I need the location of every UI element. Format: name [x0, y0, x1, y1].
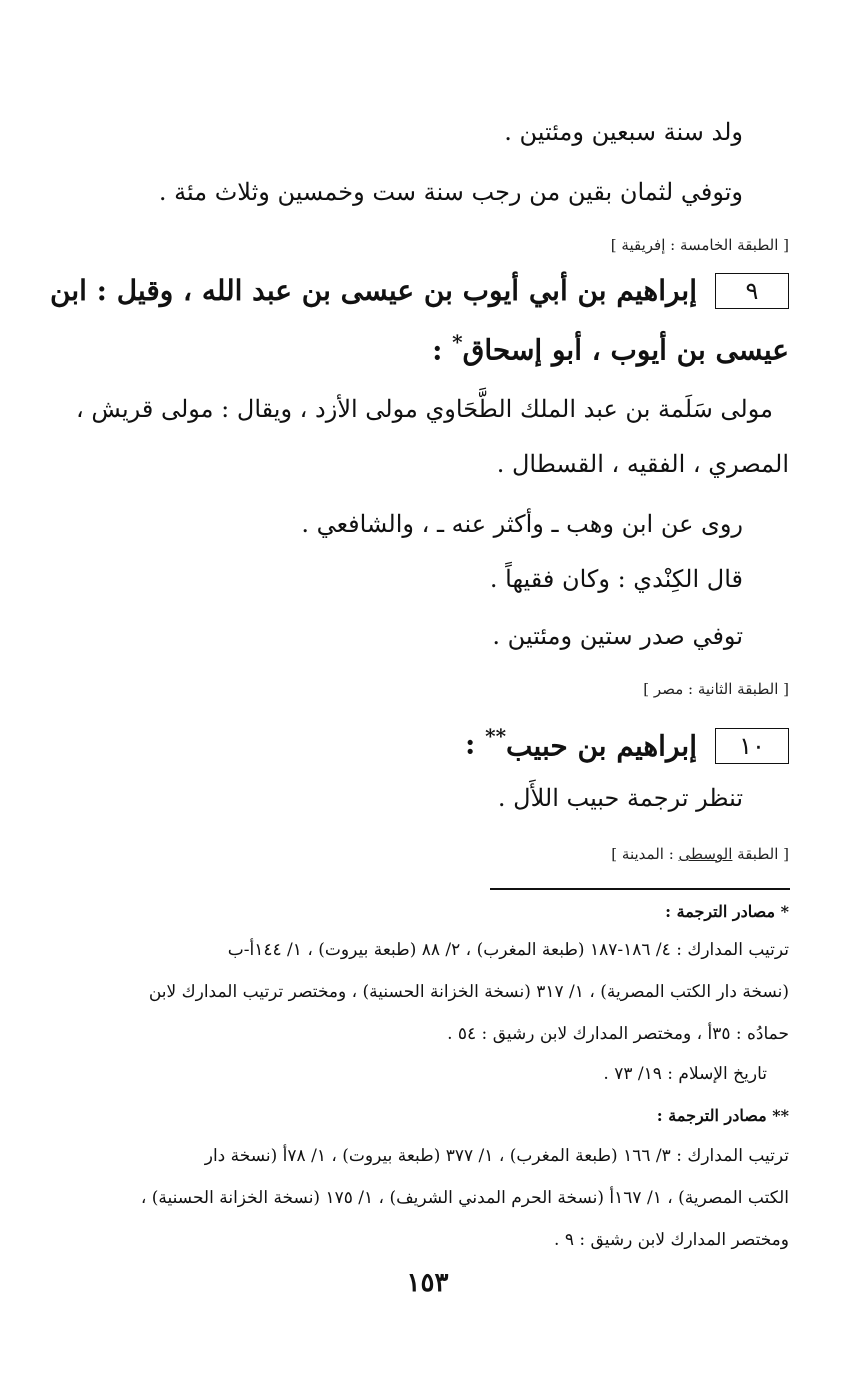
class-tag-egypt: [ الطبقة الثانية : مصر ] [643, 680, 789, 698]
footnote-2-line-2: الكتب المصرية) ، ١/ ١٦٧أ (نسخة الحرم المدني الشريف) ، ١/ ١٧٥ (نسخة الخزانة الحسنية) ، [140, 1188, 789, 1208]
footnote-1-line-3: حمادُه : ٣٥أ ، ومختصر المدارك لابن رشيق : ٥٤ . [447, 1024, 789, 1044]
footnote-1-line-2: (نسخة دار الكتب المصرية) ، ١/ ٣١٧ (نسخة الخزانة الحسنية) ، ومختصر ترتيب المدارك لابن [148, 982, 789, 1002]
entry-10-text-1: تنظر ترجمة حبيب اللأَل . [497, 784, 743, 812]
entry-9-heading-line2: عيسى بن أيوب ، أبو إسحاق [462, 333, 789, 367]
entry-9-text-2: المصري ، الفقيه ، القسطال . [496, 450, 789, 478]
body-line-death: وتوفي لثمان بقين من رجب سنة ست وخمسين وثلاث مئة . [158, 178, 743, 206]
footnote-2-title: ** مصادر الترجمة : [656, 1106, 789, 1125]
entry-9-text-4: قال الكِنْدي : وكان فقيهاً . [489, 565, 743, 593]
footnote-1-line-1: ترتيب المدارك : ٤/ ١٨٦-١٨٧ (طبعة المغرب) ، ٢/ ٨٨ (طبعة بيروت) ، ١/ ١٤٤أ-ب [227, 940, 789, 960]
footnote-marker: ** [485, 724, 507, 748]
page-number: ١٥٣ [406, 1268, 449, 1298]
entry-9-heading-line2-wrap [66, 330, 789, 366]
entry-9-text-5: توفي صدر ستين ومئتين . [492, 622, 743, 650]
entry-9-text-1: مولى سَلَمة بن عبد الملك الطَّحَاوي مولى الأزد ، ويقال : مولى قريش ، [75, 395, 773, 423]
entry-9-heading [50, 272, 789, 309]
class-tag-ifriqiya: [ الطبقة الخامسة : إفريقية ] [610, 236, 789, 254]
footnote-1-title: * مصادر الترجمة : [665, 902, 789, 921]
footnote-1-line-4: تاريخ الإسلام : ١٩/ ٧٣ . [603, 1064, 767, 1084]
footnote-2-line-1: ترتيب المدارك : ٣/ ١٦٦ (طبعة المغرب) ، ١/ ٣٧٧ (طبعة بيروت) ، ١/ ٧٨أ (نسخة دار [204, 1146, 789, 1166]
entry-10-heading-text: إبراهيم بن حبيب [506, 729, 697, 763]
tag-prefix: [ الطبقة [732, 845, 789, 863]
heading-colon: : [432, 333, 453, 367]
class-tag-madina [66, 845, 789, 863]
tag-suffix: : المدينة ] [611, 845, 679, 863]
entry-number-box: ٩ [715, 273, 789, 309]
tag-underlined: الوسطى [678, 845, 733, 863]
footnote-2-line-3: ومختصر المدارك لابن رشيق : ٩ . [554, 1230, 789, 1250]
body-line-birth: ولد سنة سبعين ومئتين . [504, 118, 743, 146]
footnote-separator [490, 888, 790, 890]
entry-9-text-3: روى عن ابن وهب ـ وأكثر عنه ـ ، والشافعي . [301, 510, 743, 538]
heading-colon: : [465, 727, 486, 761]
footnote-marker: * [452, 330, 463, 354]
entry-9-heading-line1: إبراهيم بن أبي أيوب بن عيسى بن عبد الله ، وقيل : ابن [50, 274, 697, 307]
entry-number-box: ١٠ [715, 728, 789, 764]
entry-10-heading [66, 724, 789, 764]
